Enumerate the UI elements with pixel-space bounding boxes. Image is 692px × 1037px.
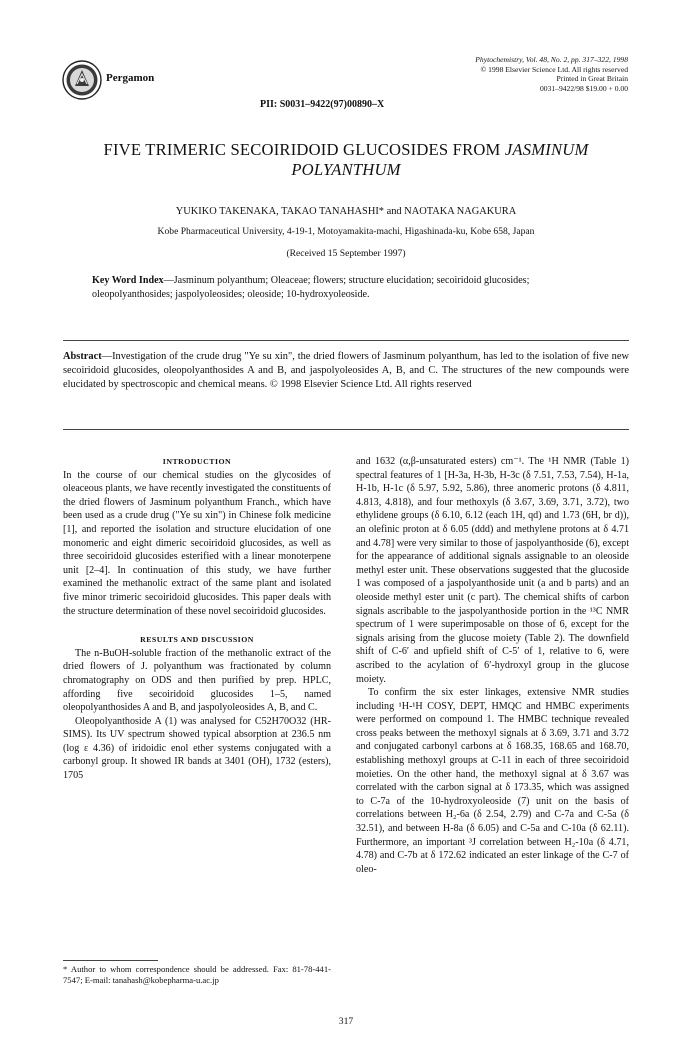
keyword-text: —Jasminum polyanthum; Oleaceae; flowers; structure elucidation; secoiridoid glucosides; oleopolyanthosides; jaspolyoleosides; oleoside; 10-hydroxyoleoside. xyxy=(92,275,530,300)
results-paragraph-1: The n-BuOH-soluble fraction of the methanolic extract of the dried flowers of J. polyanthum was fractionated by column chromatography on ODS and then purified by prep. HPLC, affording five secoiridoid glucosides 1–5, named oleopolyanthosides A and B, and jaspolyoleosides A, B, and C. xyxy=(63,647,331,714)
results-heading: RESULTS AND DISCUSSION xyxy=(140,635,254,645)
issn-line: 0031–9422/98 $19.00 + 0.00 xyxy=(539,83,628,93)
received-date: (Received 15 September 1997) xyxy=(286,248,406,259)
author-list: YUKIKO TAKENAKA, TAKAO TANAHASHI* and NAOTAKA NAGAKURA xyxy=(175,206,517,217)
copyright-line: © 1998 Elsevier Science Ltd. All rights reserved xyxy=(480,64,628,74)
right-paragraph-2: To confirm the six ester linkages, extensive NMR studies including ¹H-¹H COSY, DEPT, HMQC and HMBC experiments were performed on compound 1. The HMBC technique revealed cross peaks between the methoxyl signals at δ 3.69, 3.71 and 3.72 and conjugated carbonyl carbons at δ 168.35, 168.65 and 168.70, establishing methoxyl groups at C-11 in each of three secoiridoid moieties. On the other hand, the methoxyl signal at δ 3.67 was correlated with the carbon signal at δ 173.35, which was assigned to C-7a of the 10-hydroxyoleoside (7) unit on the basis of correlations between H₂-6a (δ 2.54, 2.79) and C-7a and C-5a (δ 32.51), and between H-8a (δ 6.05) and C-5a and C-10a (δ 62.11). Furthermore, an important ³J correlation between H₂-10a (δ 4.71, 4.78) and C-7b at δ 172.62 indicated an ester linkage of the C-7 of oleo- xyxy=(356,687,629,875)
publisher-name: Pergamon xyxy=(106,72,155,84)
right-paragraph-1: and 1632 (α,β-unsaturated esters) cm⁻¹. The ¹H NMR (Table 1) spectral features of 1 [H-3a, H-3b, H-3c (δ 7.51, 7.53, 7.54), H-1a, H-1b, H-1c (δ 5.97, 5.92, 5.86), three anomeric protons (δ 4.811, 4.813, 4.818), and four methoxyls (δ 3.67, 3.69, 3.71, 3.72), two ethylidene groups (δ 6.10, 6.12 (each 1H, qd) and 1.73 (6H, br d)), an olefinic proton at δ 6.05 (ddd) and methylene protons at δ 4.71 and 4.78] were very similar to those of jaspolyanthoside (6), except for the appearance of additional signals assignable to an oleoside methyl ester unit. These observations suggested that the glucoside 1 was composed of a jaspolyanthoside unit (a and b parts) and an oleoside methyl ester unit (c part). The chemical shifts of carbon signals ascribable to the jaspolyanthoside portion in the ¹³C NMR spectrum of 1 were superimposable on those of 6, except for the signals arising from the glucose moiety (Table 2). The downfield shift of C-6′ and upfield shift of C-5′ of 1, relative to 6, were ascribed to the acylation of 6′-hydroxyl group in the glucose moiety. xyxy=(356,456,629,685)
abstract xyxy=(63,350,629,393)
left-column xyxy=(63,455,331,783)
abstract-bottom-rule xyxy=(63,429,629,430)
title-main: FIVE TRIMERIC SECOIRIDOID GLUCOSIDES FROM xyxy=(103,140,505,159)
results-paragraph-2: Oleopolyanthoside A (1) was analysed for C52H70O32 (HR-SIMS). Its UV spectrum showed typical absorption at 236.5 nm (log ε 4.36) of iridoidic enol ether systems conjugated with a carbonyl group. It showed IR bands at 3401 (OH), 1732 (esters), 1705 xyxy=(63,715,331,782)
introduction-text: In the course of our chemical studies on the glycosides of oleaceous plants, we have recently investigated the constituents of the dried flowers of Jasminum polyanthum Franch., which have been used as a crude drug ("Ye su xin") in Chinese folk medicine [1], and reported the isolation and structure elucidation of one monomeric and eight dimeric secoiridoid glucosides, as well as three secoiridoid glucosides esterified with a linear monoterpene unit [2–4]. In continuation of this study, we have further examined the methanolic extract of the same plant and isolated five minor trimeric secoiridoid glucosides. This paper deals with the structure determination of these novel secoiridoid glucosides. xyxy=(63,469,331,617)
title-species: JASMINUM POLYANTHUM xyxy=(291,140,589,179)
right-column xyxy=(356,455,629,876)
page-number: 317 xyxy=(338,1016,354,1027)
abstract-text: —Investigation of the crude drug "Ye su xin", the dried flowers of Jasminum polyanthum, has led to the isolation of five new secoiridoid glucosides, oleopolyanthosides A and B, and jaspolyoleosides A, B, and C. The structures of the new compounds were elucidated by spectroscopic and chemical means. © 1998 Elsevier Science Ltd. All rights reserved xyxy=(63,351,629,391)
pergamon-logo xyxy=(62,60,102,100)
footnote-rule xyxy=(63,960,158,961)
affiliation: Kobe Pharmaceutical University, 4-19-1, Motoyamakita-machi, Higashinada-ku, Kobe 658, Japan xyxy=(157,226,535,237)
pii-identifier: PII: S0031–9422(97)00890–X xyxy=(260,99,385,110)
article-title xyxy=(70,140,622,180)
keyword-index xyxy=(92,274,600,302)
printed-line: Printed in Great Britain xyxy=(556,74,628,84)
abstract-label: Abstract xyxy=(63,351,102,362)
journal-meta xyxy=(388,55,628,93)
journal-citation: Phytochemistry, Vol. 48, No. 2, pp. 317–322, 1998 xyxy=(475,55,628,64)
correspondence-footnote: * Author to whom correspondence should be addressed. Fax: 81-78-441-7547; E-mail: tanahash@kobepharma-u.ac.jp xyxy=(63,964,331,985)
abstract-top-rule xyxy=(63,340,629,341)
introduction-heading: INTRODUCTION xyxy=(162,457,232,466)
keyword-label: Key Word Index xyxy=(92,275,164,286)
